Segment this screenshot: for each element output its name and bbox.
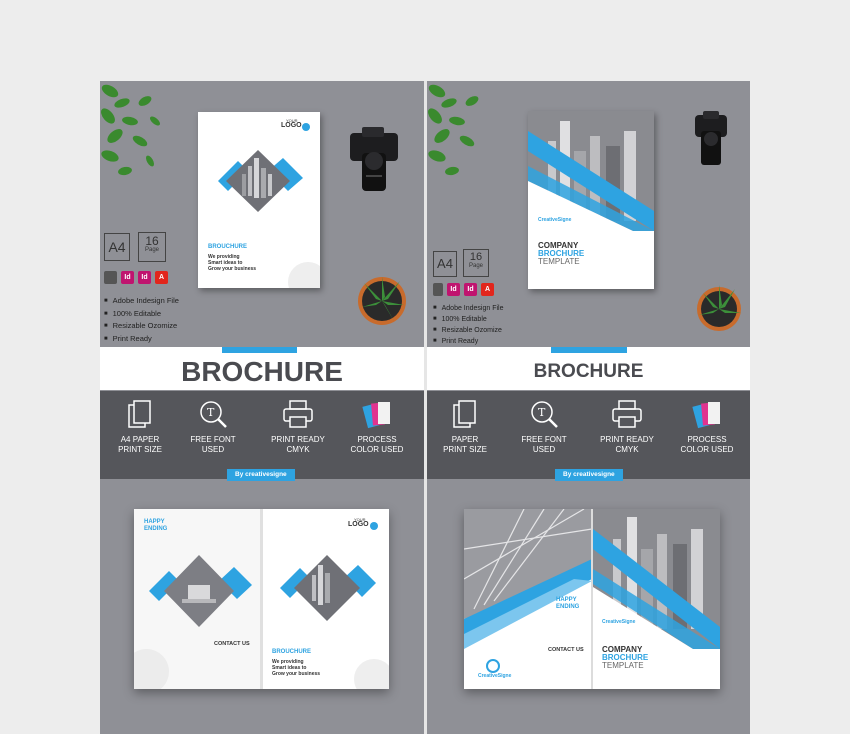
cover-bg-circle [288, 262, 320, 288]
spread-tagline-2: Smart ideas to [272, 665, 307, 671]
title-band [427, 347, 750, 390]
logo-small-text: YOUR [354, 517, 366, 522]
feature-item: ■ Print Ready [104, 333, 179, 346]
cover-line-1: COMPANY [538, 241, 579, 250]
author-tag: By creativesigne [227, 469, 295, 481]
potted-plant-icon [354, 271, 414, 329]
camera-icon [348, 125, 400, 193]
feature-label-1: A4 PAPER [120, 435, 160, 444]
pdf-icon: A [481, 283, 494, 296]
logo-small-text: YOUR [286, 118, 298, 123]
feature-item: ■ Resizable Ozomize [433, 325, 504, 336]
brand-circle-icon [486, 659, 500, 673]
software-icons [433, 283, 494, 296]
title-band [100, 347, 424, 390]
font-search-icon [198, 399, 228, 429]
city-photo-graphic [528, 111, 654, 231]
feature-label-1: PRINT READY [600, 435, 654, 444]
spread-brand: CreativeSigne [602, 619, 636, 625]
indesign-alt-icon: Id [138, 271, 151, 284]
process-color-feature [337, 391, 417, 455]
a4-size-badge: A4 [433, 251, 457, 277]
page-label: Page [468, 263, 483, 269]
paper-feature [427, 391, 505, 455]
page-count-badge [138, 232, 166, 262]
software-icons [104, 271, 168, 284]
print-ready-feature [587, 391, 667, 455]
contact-heading: CONTACT US [548, 647, 584, 653]
page-label: Page [144, 247, 159, 253]
left-mockup-panel [100, 81, 424, 734]
indesign-box-icon [104, 271, 117, 284]
city-photo-graphic [593, 509, 720, 649]
feature-label-1: PROCESS [357, 435, 397, 444]
feature-label-2: PRINT SIZE [118, 445, 162, 454]
svg-text:T: T [207, 406, 215, 419]
contact-heading: CONTACT US [214, 641, 250, 647]
pdf-icon: A [155, 271, 168, 284]
features-strip [427, 391, 750, 479]
indesign-icon: Id [121, 271, 134, 284]
spread-brand: CreativeSigne [478, 673, 512, 679]
right-mockup-panel [427, 81, 750, 734]
free-font-feature [173, 391, 253, 455]
feature-item: ■ Resizable Ozomize [104, 320, 179, 333]
band-title: BROCHURE [533, 361, 644, 382]
feature-label-2: COLOR USED [350, 445, 404, 454]
brochure-cover-mockup [198, 112, 320, 288]
features-strip [100, 391, 424, 479]
brochure-cover-mockup [528, 111, 654, 289]
feature-label-2: CMYK [286, 445, 310, 454]
cover-tagline-3: Grow your business [208, 266, 257, 272]
printer-icon [282, 399, 314, 429]
spread-bg-circle [354, 659, 389, 689]
feature-label-2: USED [532, 445, 556, 454]
feature-list [104, 295, 179, 345]
band-accent [222, 347, 297, 353]
font-search-icon [529, 399, 559, 429]
cover-line-3: TEMPLATE [538, 257, 580, 266]
open-brochure-mockup [134, 509, 389, 689]
spread-heading-2: ENDING [556, 604, 580, 610]
feature-label-1: FREE FONT [190, 435, 236, 444]
city-diamond-graphic [208, 148, 308, 214]
spread-line-1: COMPANY [602, 645, 643, 654]
cover-title: BROUCHURE [208, 244, 247, 250]
feature-label-2: USED [201, 445, 225, 454]
spread-fold [260, 509, 263, 689]
indesign-icon: Id [447, 283, 460, 296]
feature-item: ■ 100% Editable [433, 314, 504, 325]
page-count: 16 [145, 234, 159, 248]
band-accent [551, 347, 627, 353]
print-ready-feature [258, 391, 338, 455]
spread-heading-1: HAPPY [556, 597, 577, 603]
cover-tagline-1: We providing [208, 254, 240, 260]
stacked-papers-icon [451, 399, 479, 429]
feature-item: ■ Adobe Indesign File [433, 303, 504, 314]
cover-brand: CreativeSigne [538, 217, 572, 223]
color-swatch-icon [362, 399, 392, 429]
spread-heading-2: ENDING [144, 526, 168, 532]
process-color-feature [667, 391, 747, 455]
a4-size-badge: A4 [104, 233, 130, 261]
feature-item: ■ Adobe Indesign File [104, 295, 179, 308]
feature-label-1: FREE FONT [521, 435, 567, 444]
indesign-alt-icon: Id [464, 283, 477, 296]
band-title: BROCHURE [181, 356, 343, 387]
desk-diamond-graphic [144, 553, 254, 629]
page-count-badge [463, 249, 489, 277]
svg-text:T: T [538, 406, 546, 419]
plant-leaves-icon [427, 81, 497, 191]
printer-icon [611, 399, 643, 429]
color-swatch-icon [692, 399, 722, 429]
plant-leaves-icon [100, 81, 170, 191]
spread-line-2: BROCHURE [602, 653, 649, 662]
feature-label-1: PAPER [451, 435, 479, 444]
cover-tagline-2: Smart ideas to [208, 260, 243, 266]
city-diamond-graphic [272, 553, 382, 623]
a4-paper-feature [100, 391, 180, 455]
feature-list [433, 303, 504, 347]
feature-label-1: PROCESS [687, 435, 727, 444]
spread-line-3: TEMPLATE [602, 661, 644, 670]
spread-heading-1: HAPPY [144, 519, 165, 525]
potted-plant-icon [693, 281, 747, 335]
spread-title: BROUCHURE [272, 649, 311, 655]
open-brochure-mockup [464, 509, 720, 689]
indesign-box-icon [433, 283, 443, 296]
logo-circle-icon [370, 522, 378, 530]
logo-circle-icon [302, 123, 310, 131]
cover-logo: LOGO [281, 122, 302, 129]
feature-label-2: CMYK [615, 445, 639, 454]
spread-logo: LOGO [348, 521, 369, 528]
feature-item: ■ 100% Editable [104, 308, 179, 321]
spread-tagline-3: Grow your business [272, 671, 321, 677]
author-tag: By creativesigne [555, 469, 623, 481]
stacked-papers-icon [126, 399, 154, 429]
page-count: 16 [469, 251, 483, 263]
cover-line-2: BROCHURE [538, 249, 585, 258]
feature-label-2: COLOR USED [680, 445, 734, 454]
feature-label-1: PRINT READY [271, 435, 325, 444]
feature-item: ■ Print Ready [433, 336, 504, 347]
feature-label-2: PRINT SIZE [443, 445, 487, 454]
free-font-feature [504, 391, 584, 455]
spread-tagline-1: We providing [272, 659, 304, 665]
camera-icon [693, 109, 729, 167]
